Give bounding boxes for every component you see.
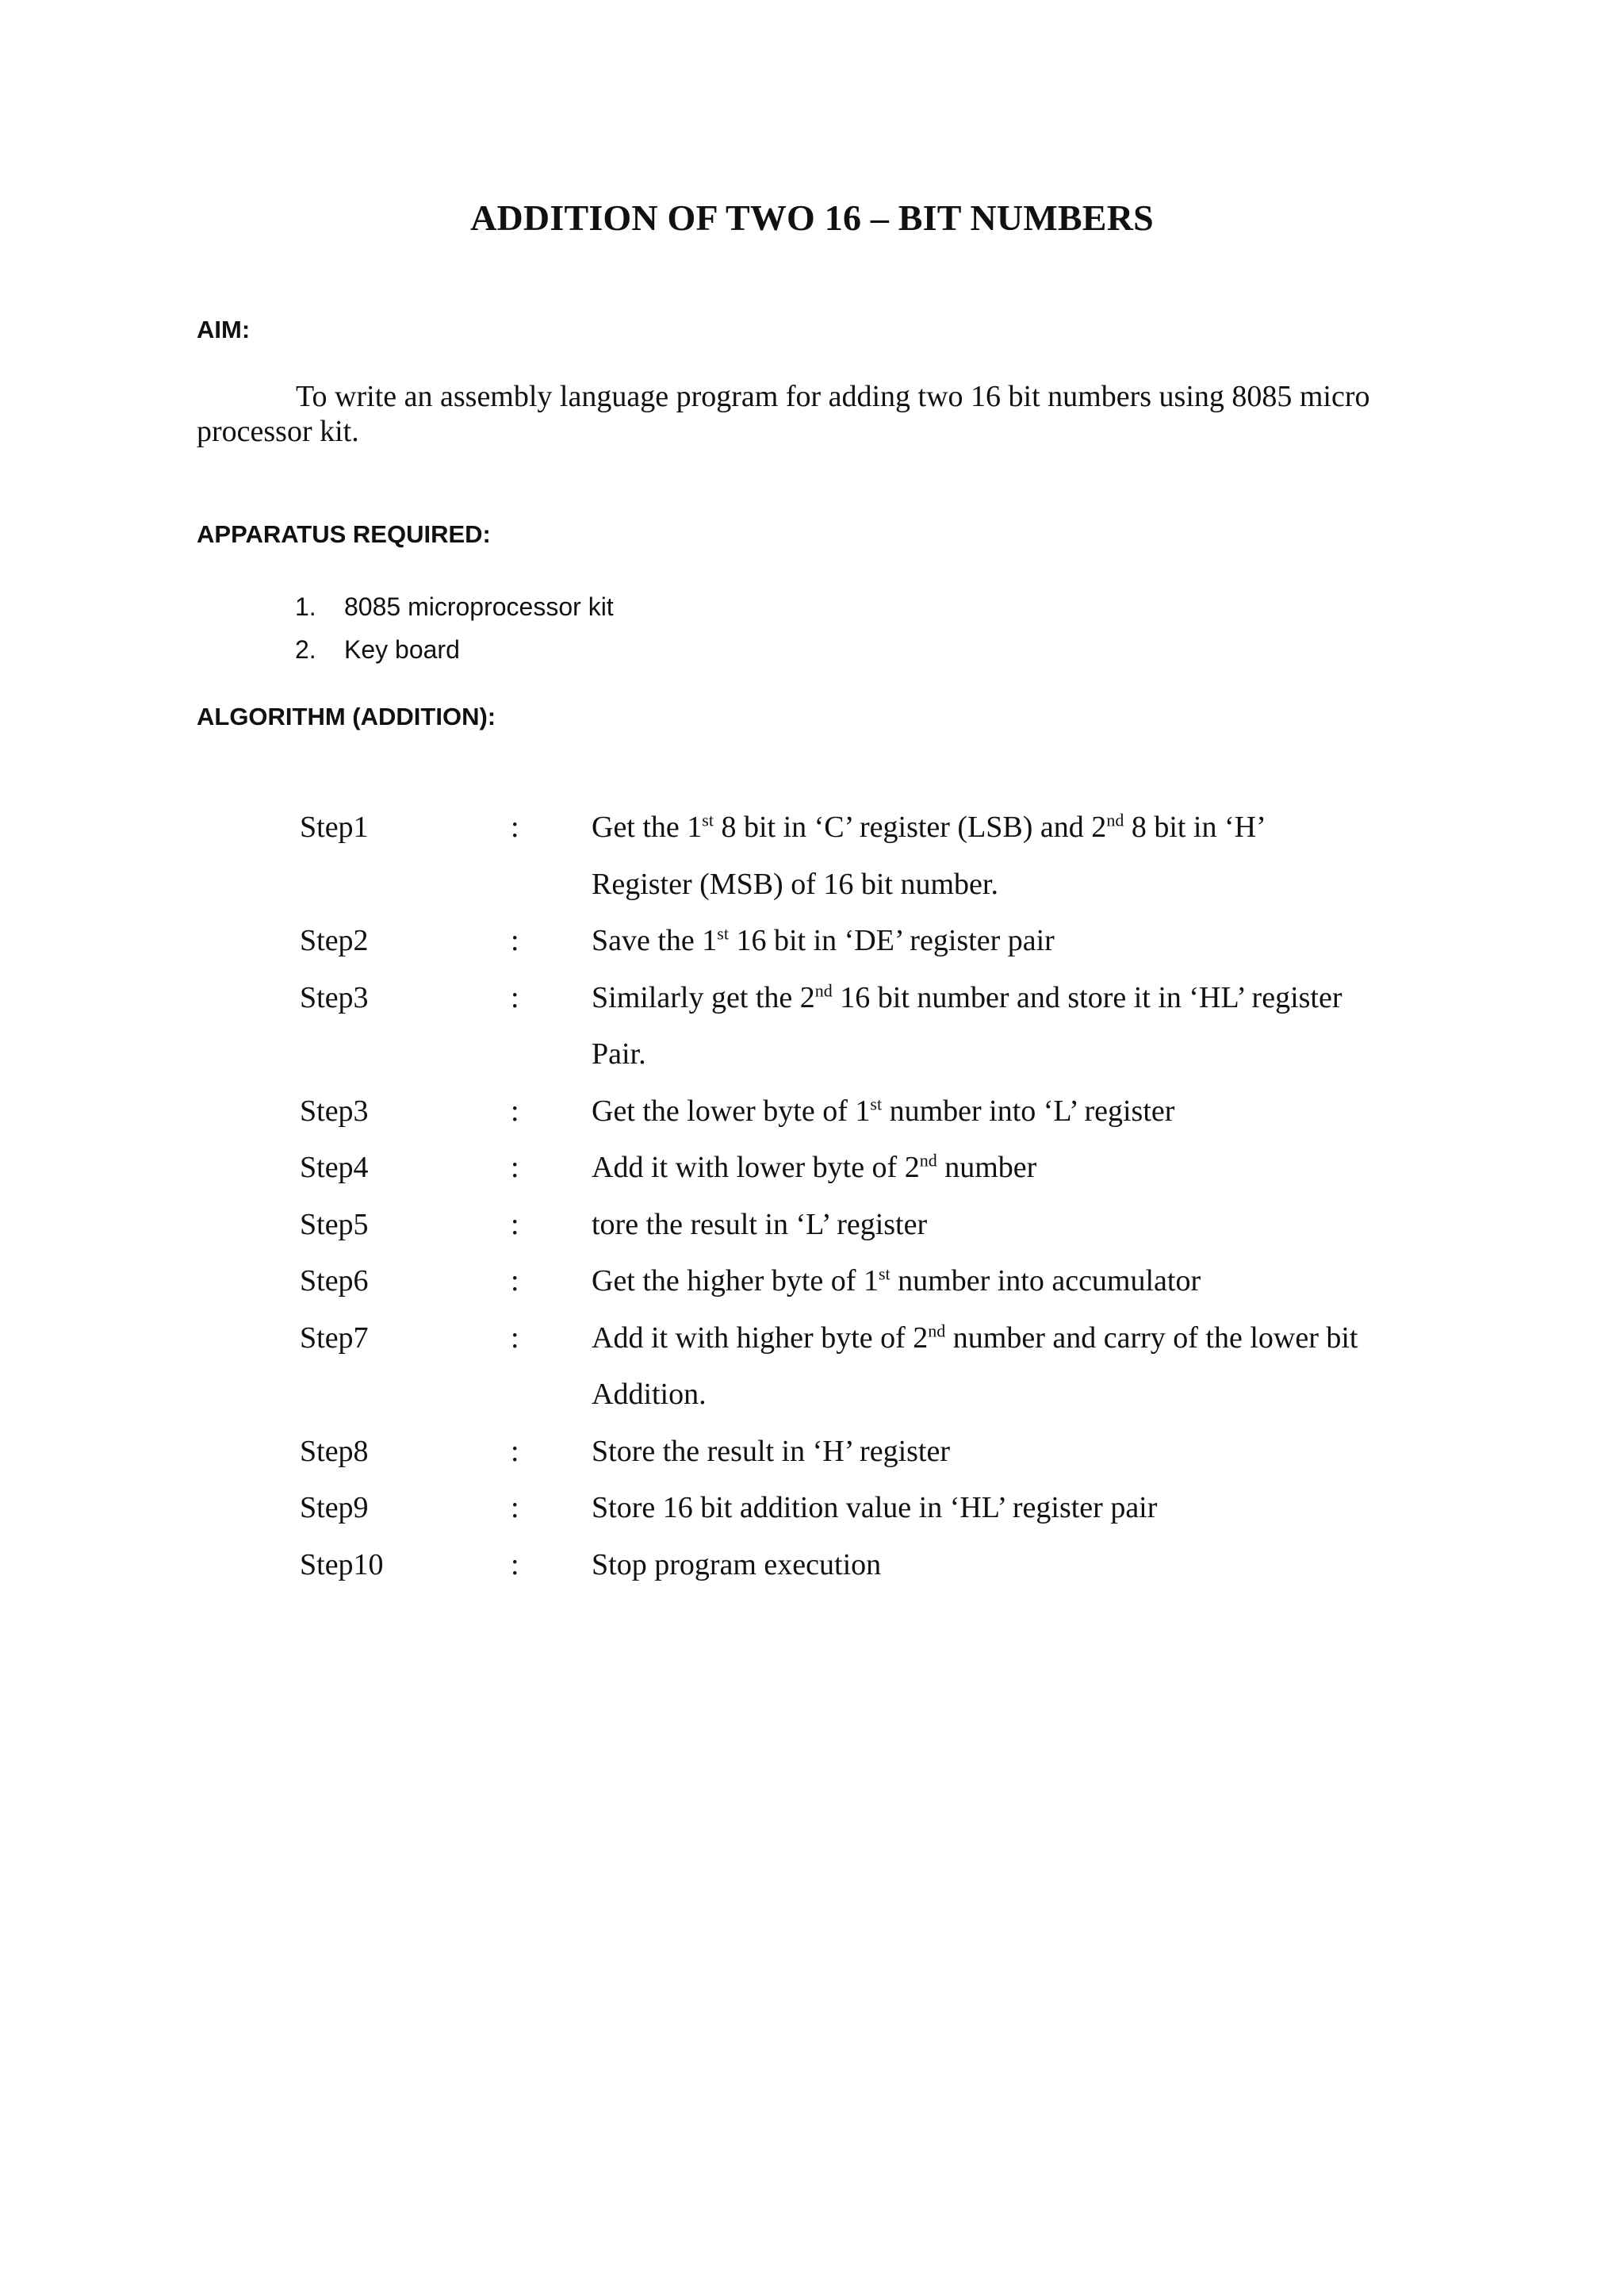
step-text: Get the lower byte of 1st number into ‘L’ register xyxy=(592,1093,1175,1128)
list-item xyxy=(197,628,614,671)
ordinal-suffix: nd xyxy=(919,1150,937,1171)
step-label: Step1 xyxy=(300,811,369,844)
step-separator: : xyxy=(511,980,519,1014)
aim-heading: AIM: xyxy=(197,316,251,343)
ordinal-suffix: st xyxy=(717,923,729,944)
step-label: Step6 xyxy=(300,1264,369,1297)
list-item-number: 2. xyxy=(295,635,316,664)
list-item xyxy=(197,585,614,628)
step-row xyxy=(300,1537,1457,1594)
list-item-number: 1. xyxy=(295,592,316,621)
step-text: Similarly get the 2nd 16 bit number and store it in ‘HL’ register Pair. xyxy=(592,979,1342,1071)
step-separator: : xyxy=(511,1264,519,1297)
step-separator: : xyxy=(511,1151,519,1184)
step-label: Step2 xyxy=(300,924,369,957)
step-text: Get the higher byte of 1st number into accumulator xyxy=(592,1263,1201,1297)
list-item-text: Key board xyxy=(344,635,460,664)
ordinal-suffix: st xyxy=(702,810,714,830)
step-label: Step8 xyxy=(300,1434,369,1468)
step-row xyxy=(300,970,1457,1083)
page-title: ADDITION OF TWO 16 – BIT NUMBERS xyxy=(470,197,1154,238)
step-text: Get the 1st 8 bit in ‘C’ register (LSB) and 2nd 8 bit in ‘H’ Register (MSB) of 16 bit number. xyxy=(592,810,1266,901)
list-item-text: 8085 microprocessor kit xyxy=(344,592,614,621)
step-row xyxy=(300,1140,1457,1197)
step-separator: : xyxy=(511,1320,519,1355)
aim-text: To write an assembly language program for adding two 16 bit numbers using 8085 micro processor kit. xyxy=(197,380,1370,448)
step-separator: : xyxy=(511,1094,519,1128)
step-separator: : xyxy=(511,924,519,957)
algorithm-heading: ALGORITHM (ADDITION): xyxy=(197,703,496,730)
step-text: Stop program execution xyxy=(592,1547,882,1581)
apparatus-heading: APPARATUS REQUIRED: xyxy=(197,520,491,548)
step-text: tore the result in ‘L’ register xyxy=(592,1207,928,1241)
step-label: Step7 xyxy=(300,1320,369,1355)
ordinal-suffix: nd xyxy=(814,979,833,1000)
step-text: Store 16 bit addition value in ‘HL’ register pair xyxy=(592,1491,1158,1524)
step-separator: : xyxy=(511,1207,519,1241)
step-separator: : xyxy=(511,1491,519,1524)
ordinal-suffix: nd xyxy=(928,1320,946,1340)
step-text: Store the result in ‘H’ register xyxy=(592,1434,950,1468)
step-text: Save the 1st 16 bit in ‘DE’ register pair xyxy=(592,923,1055,957)
step-separator: : xyxy=(511,1434,519,1468)
algorithm-steps xyxy=(300,799,1457,1593)
step-separator: : xyxy=(511,1547,519,1581)
apparatus-list xyxy=(197,585,614,671)
ordinal-suffix: nd xyxy=(1106,810,1124,830)
step-row xyxy=(300,1480,1457,1537)
step-row xyxy=(300,1083,1457,1140)
step-row xyxy=(300,1424,1457,1481)
ordinal-suffix: st xyxy=(878,1263,891,1284)
step-label: Step4 xyxy=(300,1151,369,1184)
step-label: Step3 xyxy=(300,980,369,1014)
step-row xyxy=(300,1310,1457,1424)
step-text: Add it with higher byte of 2nd number and carry of the lower bit Addition. xyxy=(592,1320,1358,1411)
step-row xyxy=(300,1253,1457,1310)
step-label: Step9 xyxy=(300,1491,369,1524)
step-row xyxy=(300,1197,1457,1254)
step-label: Step10 xyxy=(300,1547,384,1581)
step-separator: : xyxy=(511,811,519,844)
step-row xyxy=(300,913,1457,970)
step-row xyxy=(300,799,1457,913)
step-text: Add it with lower byte of 2nd number xyxy=(592,1150,1037,1184)
step-label: Step3 xyxy=(300,1094,369,1128)
step-label: Step5 xyxy=(300,1207,369,1241)
ordinal-suffix: st xyxy=(870,1093,883,1114)
